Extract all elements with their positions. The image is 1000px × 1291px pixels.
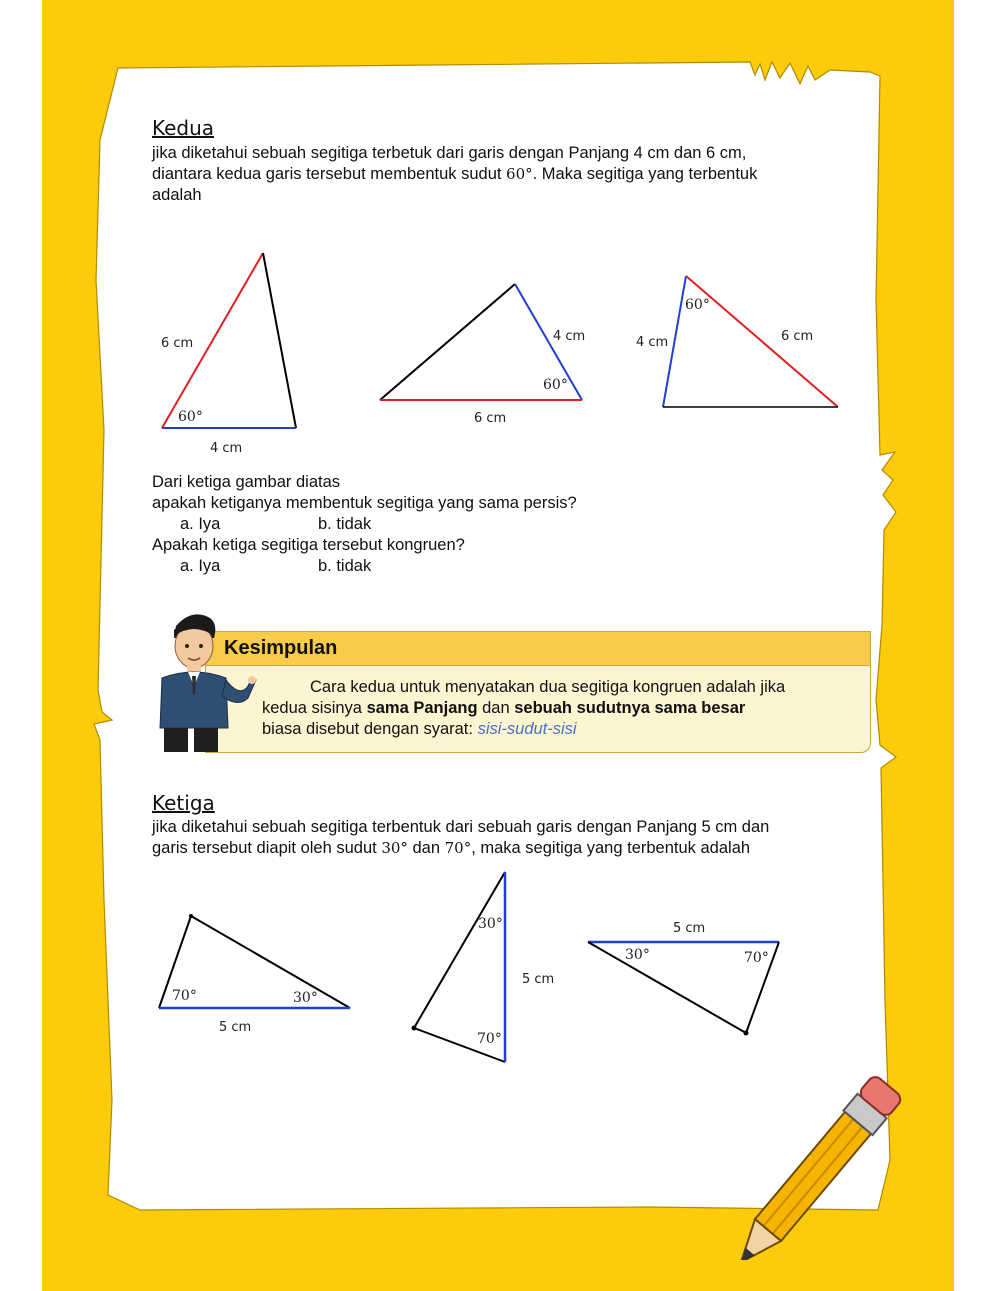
kesimpulan-line2: kedua sisinya sama Panjang dan sebuah sudutnya sama besar (262, 699, 746, 717)
q1-option-b[interactable]: b. tidak (318, 515, 372, 533)
tri5-angle-bottom: 70° (477, 1031, 502, 1047)
kesimpulan-line3: biasa disebut dengan syarat: sisi-sudut-sisi (262, 720, 577, 738)
triangle-4 (159, 914, 350, 1035)
tri4-angle-left: 70° (172, 988, 197, 1004)
question-1: apakah ketiganya membentuk segitiga yang sama persis? (152, 494, 577, 512)
triangle-6 (588, 921, 779, 1036)
tri2-side-blue: 4 cm (553, 329, 586, 344)
tri1-side-red: 6 cm (161, 336, 194, 351)
tri4-side: 5 cm (219, 1020, 252, 1035)
tri3-angle: 60° (685, 297, 710, 313)
q2-option-a[interactable]: a. Iya (180, 557, 221, 575)
kesimpulan-title: Kesimpulan (224, 637, 338, 659)
tri2-angle: 60° (543, 377, 568, 393)
section3-line2: garis tersebut diapit oleh sudut 30° dan 70°, maka segitiga yang terbentuk adalah (152, 839, 751, 857)
section2-line2: diantara kedua garis tersebut membentuk sudut 60°. Maka segitiga yang terbentuk (152, 165, 758, 183)
tri4-angle-right: 30° (293, 990, 318, 1006)
tri1-angle: 60° (178, 409, 203, 425)
tri6-angle-left: 30° (625, 947, 650, 963)
kesimpulan-line1: Cara kedua untuk menyatakan dua segitiga kongruen adalah jika (310, 678, 786, 696)
question-2: Apakah ketiga segitiga tersebut kongruen? (152, 536, 465, 554)
tri5-side: 5 cm (522, 972, 555, 987)
q-intro: Dari ketiga gambar diatas (152, 473, 341, 491)
tri3-side-red: 6 cm (781, 329, 814, 344)
section-heading-kedua: Kedua (152, 116, 215, 140)
q1-option-a[interactable]: a. Iya (180, 515, 221, 533)
pencil-icon (726, 1050, 936, 1260)
tri5-angle-top: 30° (478, 916, 503, 932)
condition-sss: sisi-sudut-sisi (477, 720, 577, 738)
section3-line1: jika diketahui sebuah segitiga terbentuk dari sebuah garis dengan Panjang 5 cm dan (152, 818, 770, 836)
tri2-side-red: 6 cm (474, 411, 507, 426)
triangle-5 (412, 872, 555, 1062)
section2-line3: adalah (152, 186, 202, 204)
q2-option-b[interactable]: b. tidak (318, 557, 372, 575)
section-heading-ketiga: Ketiga (152, 791, 215, 815)
tri1-side-blue: 4 cm (210, 441, 243, 456)
tri6-angle-right: 70° (744, 950, 769, 966)
tri6-side: 5 cm (673, 921, 706, 936)
section2-line1: jika diketahui sebuah segitiga terbetuk dari garis dengan Panjang 4 cm dan 6 cm, (152, 144, 747, 162)
tri3-side-blue: 4 cm (636, 335, 669, 350)
